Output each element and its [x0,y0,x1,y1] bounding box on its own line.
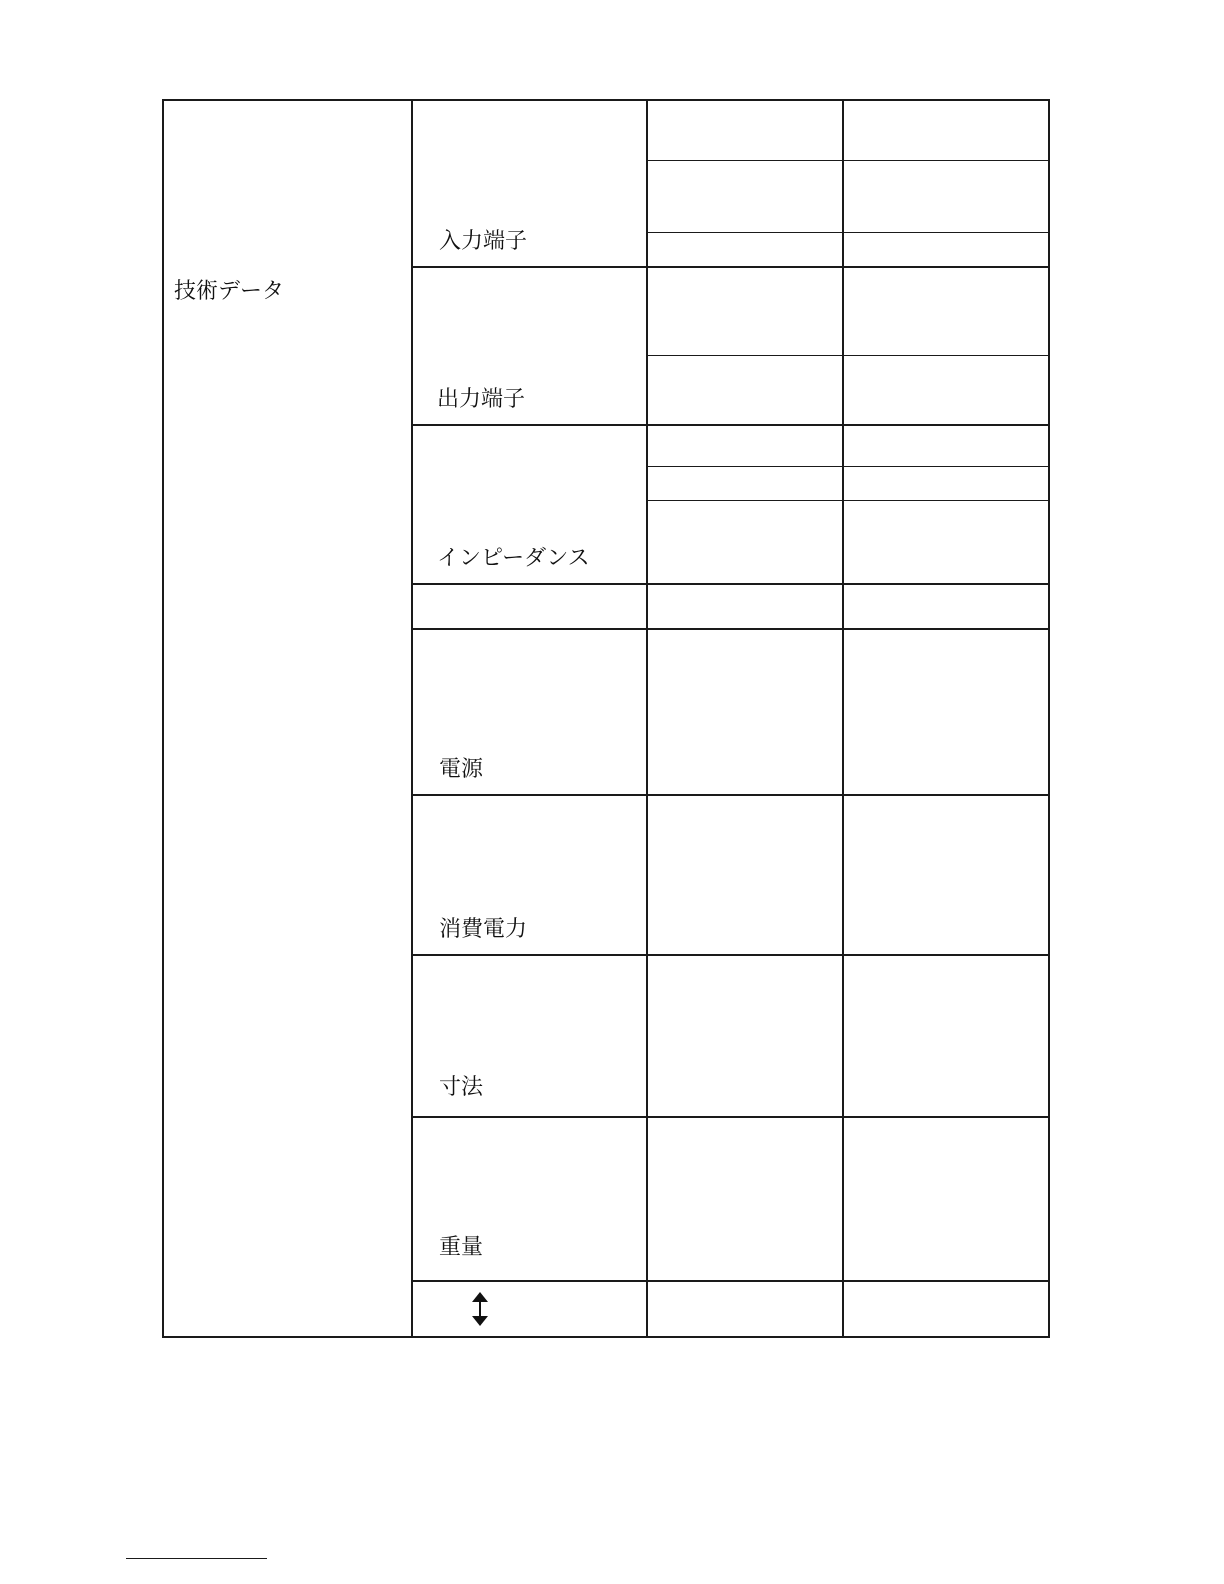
row-divider [411,794,1050,796]
sub-row-divider [646,355,1050,356]
row-label-input-terminals: 入力端子 [439,229,528,254]
row-label-power-consumption: 消費電力 [439,917,528,942]
table-border-left [162,99,164,1338]
column-divider [646,99,648,1338]
sub-row-divider [646,232,1050,233]
table-border-right [1048,99,1050,1338]
row-divider [411,628,1050,630]
row-label-impedance: インピーダンス [437,546,590,571]
row-label-weight: 重量 [439,1235,484,1260]
footnote-rule [126,1558,267,1559]
row-divider [411,424,1050,426]
sub-row-divider [646,500,1050,501]
row-divider [411,1280,1050,1282]
table-border-bottom [162,1336,1050,1338]
sub-row-divider [646,466,1050,467]
row-divider [411,266,1050,268]
row-label-power-supply: 電源 [439,757,484,782]
row-divider [411,583,1050,585]
column-divider [842,99,844,1338]
row-divider [411,954,1050,956]
column-divider [411,99,413,1338]
table-border-top [162,99,1050,101]
row-label-dimensions: 寸法 [439,1075,484,1100]
up-down-arrow-icon [470,1292,490,1332]
sub-row-divider [646,160,1050,161]
section-label: 技術データ [174,279,285,304]
row-divider [411,1116,1050,1118]
row-label-output-terminals: 出力端子 [437,387,526,412]
